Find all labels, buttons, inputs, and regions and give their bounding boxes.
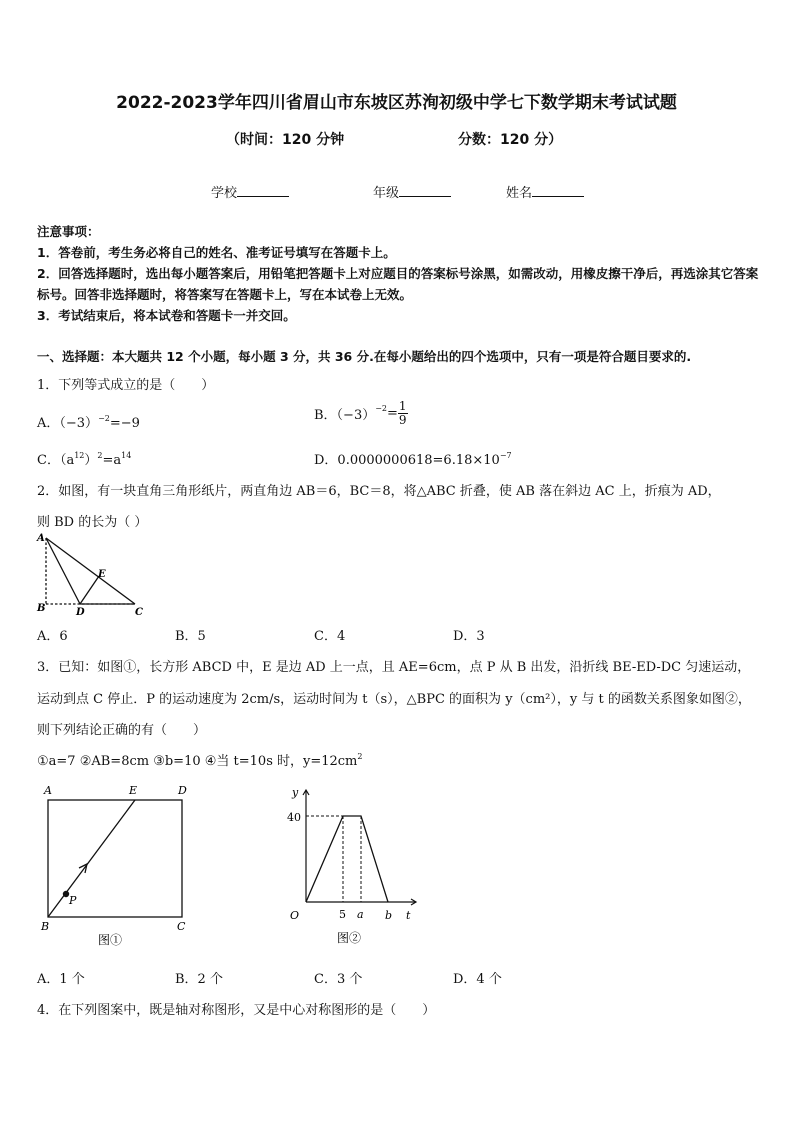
q2-triangle-figure: [34, 531, 149, 619]
notes-item: 2．回答选择题时，选出每小题答案后，用铅笔把答题卡上对应题目的答案标号涂黑，如需改动，用橡皮擦干净后，再选涂其它答案标号。回答非选择题时，将答案写在答题卡上，写在本试卷上无效。: [37, 266, 759, 302]
q2-option-d: D．3: [453, 629, 485, 644]
q3-option-b: B．2 个: [175, 972, 223, 987]
label-p: P: [69, 894, 77, 907]
school-blank: [237, 184, 289, 197]
grade-label: 年级: [373, 186, 400, 201]
segment-de: [80, 576, 99, 604]
notes-block: [37, 221, 762, 326]
segment-ac: [46, 538, 135, 604]
question-4-stem: 4．在下列图案中，既是轴对称图形，又是中心对称图形的是（ ）: [37, 1003, 436, 1018]
q2-option-b: B．5: [175, 629, 206, 644]
grade-blank: [399, 184, 451, 197]
label-a: A: [44, 784, 52, 797]
label-b: B: [37, 603, 46, 614]
question-2-stem-line2: 则 BD 的长为（ ）: [37, 515, 148, 530]
fraction: $\frac{1}{9}$: [398, 399, 407, 427]
q2-option-c: C．4: [314, 629, 346, 644]
label-b: B: [41, 920, 50, 933]
function-graph-line: [306, 816, 388, 902]
segment-ad: [46, 538, 80, 604]
notes-heading: 注意事项：: [37, 224, 100, 239]
q1-option-a: A．$(-3)^{-2}=-9$: [37, 414, 140, 431]
q1-option-c: C．$(a^{12})^2=a^{14}$: [37, 451, 132, 468]
tick-5: 5: [339, 908, 346, 921]
label-c: C: [177, 920, 186, 933]
question-2-stem-line1: 2．如图，有一块直角三角形纸片，两直角边 AB＝6，BC＝8，将△ABC 折叠，使 AB 落在斜边 AC 上，折痕为 AD，: [37, 484, 721, 499]
label-e: E: [98, 569, 106, 580]
page-title: 2022-2023学年四川省眉山市东坡区苏洵初级中学七下数学期末考试试题: [116, 93, 677, 113]
q3-figure-1-rectangle: [38, 782, 198, 952]
question-1-stem: 1．下列等式成立的是（ ）: [37, 378, 215, 393]
label-d: D: [178, 784, 187, 797]
q3-option-d: D．4 个: [453, 972, 502, 987]
q3-option-c: C．3 个: [314, 972, 363, 987]
figure-2-caption: 图②: [337, 931, 362, 945]
name-label: 姓名: [506, 186, 533, 201]
q2-option-a: A．6: [37, 629, 68, 644]
q3-figure-2-graph: [282, 782, 422, 952]
label-e: E: [129, 784, 138, 797]
notes-item: 3．考试结束后，将本试卷和答题卡一并交回。: [37, 308, 296, 323]
segment-be: [48, 800, 135, 917]
exam-score: 分数：120 分）: [458, 132, 563, 148]
section-heading: 一、选择题：本大题共 12 个小题，每小题 3 分，共 36 分.在每小题给出的四个选项中，只有一项是符合题目要求的.: [37, 349, 692, 364]
q1-option-d: D．$0.0000000618=6.18\times 10^{-7}$: [314, 451, 512, 468]
question-3-conclusions: ①a=7 ②AB=8cm ③b=10 ④当 t=10s 时，$y=12cm^2$: [37, 752, 363, 769]
notes-item: 1．答卷前，考生务必将自己的姓名、准考证号填写在答题卡上。: [37, 245, 396, 260]
label-origin: O: [290, 909, 300, 922]
question-3-stem-line2: 运动到点 C 停止．P 的运动速度为 2cm/s，运动时间为 t（s），△BPC 的面积为 y（cm²），y 与 t 的函数关系图象如图②，: [37, 692, 751, 707]
tick-40: 40: [287, 811, 301, 824]
exam-time: （时间：120 分钟: [226, 132, 345, 148]
label-y: y: [292, 786, 299, 799]
question-3-stem-line3: 则下列结论正确的有（ ）: [37, 723, 207, 738]
tick-b: b: [385, 909, 393, 922]
label-d: D: [76, 607, 85, 618]
grade-field: [373, 182, 451, 201]
school-field: [211, 182, 289, 201]
name-blank: [532, 184, 584, 197]
label-c: C: [135, 607, 143, 618]
school-label: 学校: [211, 186, 238, 201]
q1-option-b: B．$(-3)^{-2}=$ $\frac{1}{9}$: [314, 399, 407, 427]
label-a: A: [37, 533, 45, 544]
tick-a: a: [357, 908, 364, 921]
label-t: t: [406, 909, 411, 922]
name-field: [506, 182, 584, 201]
q3-option-a: A．1 个: [37, 972, 85, 987]
question-3-stem-line1: 3．已知：如图①，长方形 ABCD 中，E 是边 AD 上一点，且 AE=6cm，点 P 从 B 出发，沿折线 BE-ED-DC 匀速运动，: [37, 660, 751, 675]
figure-1-caption: 图①: [98, 933, 123, 947]
